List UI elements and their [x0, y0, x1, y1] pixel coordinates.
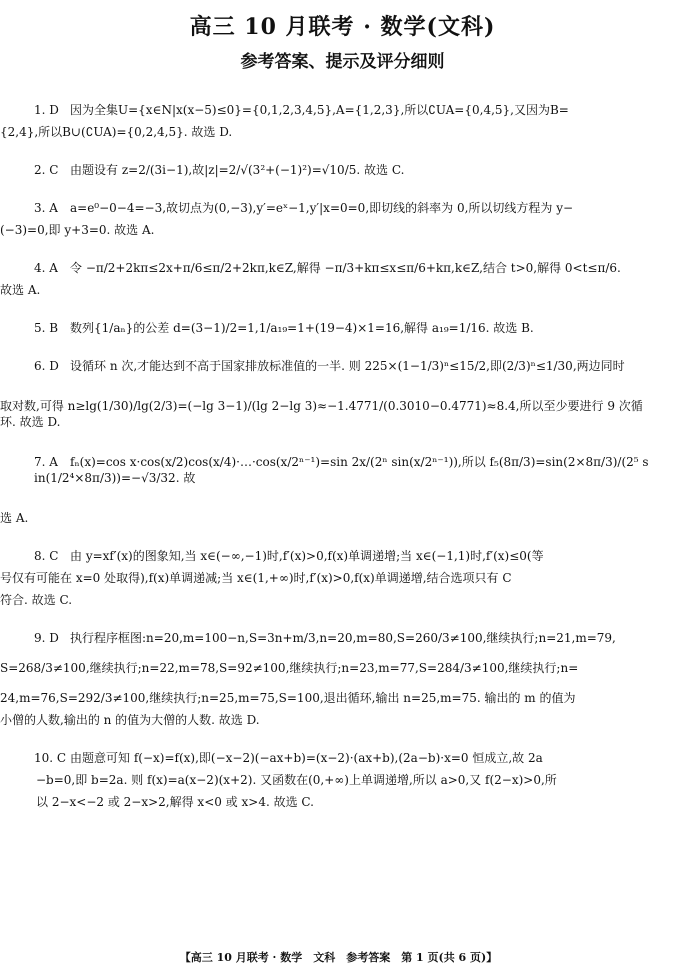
- answer-text: fₙ(x)=cos x·cos(x/2)cos(x/4)·…·cos(x/2ⁿ⁻¹)=sin 2x/(2ⁿ sin(x/2ⁿ⁻¹)),所以 f₅(8π/3)=sin(2×8π/3)/(2⁵ sin(1/2⁴×8π/3))=−√3/32. 故: [34, 455, 649, 485]
- answer-text: 24,m=76,S=292/3≠100,继续执行;n=25,m=75,S=100,退出循环,输出 n=25,m=75. 输出的 m 的值为: [0, 691, 576, 705]
- answer-number: 4. A: [34, 261, 58, 275]
- answer-text: 数列{1/aₙ}的公差 d=(3−1)/2=1,1/a₁₉=1+(19−4)×1=16,解得 a₁₉=1/16. 故选 B.: [70, 321, 534, 335]
- page-subtitle: 参考答案、提示及评分细则: [240, 52, 445, 72]
- answer-text: 取对数,可得 n≥lg(1/30)/lg(2/3)=(−lg 3−1)/(lg 2−lg 3)≈−1.4771/(0.3010−0.4771)≈8.4,所以至少要进行 9 次循环. 故选 D.: [0, 399, 643, 429]
- answer-text: −b=0,即 b=2a. 则 f(x)=a(x−2)(x+2). 又函数在(0,+∞)上单调递增,所以 a>0,又 f(2−x)>0,所: [36, 773, 557, 787]
- answer-text: 由题设有 z=2/(3i−1),故|z|=2/√(3²+(−1)²)=√10/5. 故选 C.: [70, 163, 405, 177]
- answer-text: 由 y=xf′(x)的图象知,当 x∈(−∞,−1)时,f′(x)>0,f(x)单调递增;当 x∈(−1,1)时,f′(x)≤0(等: [70, 549, 544, 563]
- answer-text: 选 A.: [0, 511, 29, 525]
- answer-item-9: [0, 630, 651, 728]
- answer-number: 7. A: [34, 455, 58, 469]
- answer-item-4: [0, 260, 651, 298]
- answer-number: 6. D: [34, 359, 59, 373]
- answer-page: [0, 10, 677, 973]
- answer-text: 以 2−x<−2 或 2−x>2,解得 x<0 或 x>4. 故选 C.: [36, 795, 314, 809]
- answer-number: 3. A: [34, 201, 58, 215]
- answer-text: 因为全集U={x∈N|x(x−5)≤0}={0,1,2,3,4,5},A={1,2,3},所以∁UA={0,4,5},又因为B=: [70, 103, 569, 117]
- answer-text: (−3)=0,即 y+3=0. 故选 A.: [0, 223, 155, 237]
- answer-item-3: [0, 200, 651, 238]
- answer-text: 由题意可知 f(−x)=f(x),即(−x−2)(−ax+b)=(x−2)·(ax+b),(2a−b)·x=0 恒成立,故 2a: [70, 751, 543, 765]
- answer-text: 符合. 故选 C.: [0, 593, 73, 607]
- answer-number: 8. C: [34, 549, 59, 563]
- answer-item-5: [34, 320, 651, 336]
- answer-item-6: [0, 358, 651, 430]
- answer-text: S=268/3≠100,继续执行;n=22,m=78,S=92≠100,继续执行;n=23,m=77,S=284/3≠100,继续执行;n=: [0, 661, 579, 675]
- page-title: 高三 10 月联考 · 数学(文科): [189, 14, 496, 40]
- answer-item-7: [0, 454, 651, 526]
- answer-item-2: [34, 162, 651, 178]
- answer-text: a=e⁰−0−4=−3,故切点为(0,−3),y′=eˣ−1,y′|x=0=0,即切线的斜率为 0,所以切线方程为 y−: [70, 201, 574, 215]
- answer-number: 2. C: [34, 163, 59, 177]
- answer-number: 5. B: [34, 321, 59, 335]
- answer-text: {2,4},所以B∪(∁UA)={0,2,4,5}. 故选 D.: [0, 125, 233, 139]
- answer-text: 故选 A.: [0, 283, 41, 297]
- answer-number: 10. C: [34, 751, 67, 765]
- answer-number: 1. D: [34, 103, 59, 117]
- answer-number: 9. D: [34, 631, 59, 645]
- answer-text: 号仅有可能在 x=0 处取得),f(x)单调递减;当 x∈(1,+∞)时,f′(x)>0,f(x)单调递增,结合选项只有 C: [0, 571, 512, 585]
- answer-item-10: [34, 750, 651, 810]
- answer-text: 设循环 n 次,才能达到不高于国家排放标准值的一半. 则 225×(1−1/3)ⁿ≤15/2,即(2/3)ⁿ≤1/30,两边同时: [70, 359, 625, 373]
- answer-text: 令 −π/2+2kπ≤2x+π/6≤π/2+2kπ,k∈Z,解得 −π/3+kπ≤x≤π/6+kπ,k∈Z,结合 t>0,解得 0<t≤π/6.: [70, 261, 621, 275]
- answer-item-8: [0, 548, 651, 608]
- page-footer: 【高三 10 月联考 · 数学 文科 参考答案 第 1 页(共 6 页)】: [179, 951, 498, 964]
- answer-item-1: [0, 102, 651, 140]
- answer-text: 执行程序框图:n=20,m=100−n,S=3n+m/3,n=20,m=80,S=260/3≠100,继续执行;n=21,m=79,: [70, 631, 616, 645]
- answer-text: 小僧的人数,输出的 n 的值为大僧的人数. 故选 D.: [0, 713, 260, 727]
